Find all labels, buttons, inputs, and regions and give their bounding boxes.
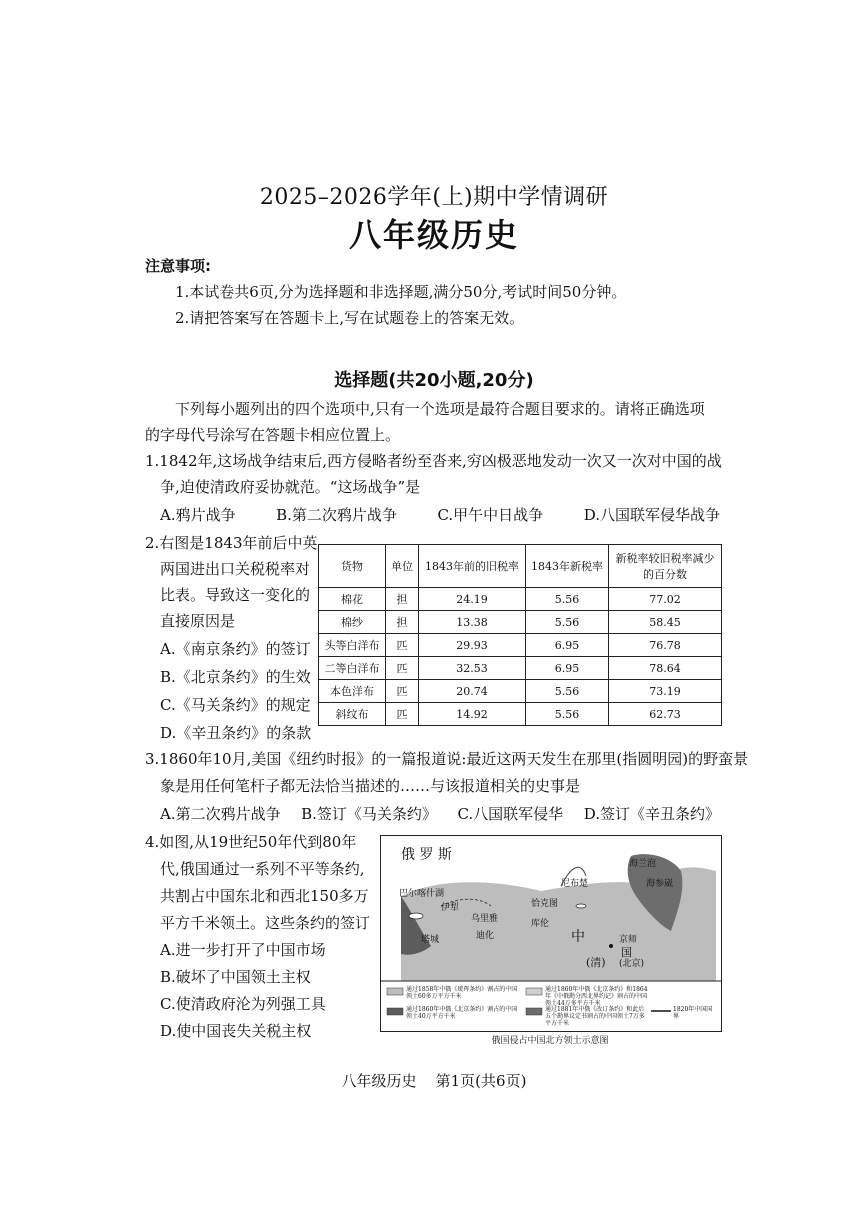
cell-old-rate: 14.92 bbox=[419, 703, 526, 726]
cell-old-rate: 32.53 bbox=[419, 657, 526, 680]
cell-unit: 匹 bbox=[386, 657, 419, 680]
footer-page-number: 第1页(共6页) bbox=[435, 1072, 527, 1090]
header-old-rate: 1843年前的旧税率 bbox=[419, 545, 526, 588]
cell-old-rate: 20.74 bbox=[419, 680, 526, 703]
label-wuliyasutai: 乌里雅 bbox=[471, 914, 499, 924]
label-kiakhta: 恰克图 bbox=[531, 899, 559, 909]
cell-old-rate: 29.93 bbox=[419, 634, 526, 657]
page-footer bbox=[0, 1070, 868, 1091]
section-instructions-2: 的字母代号涂写在答题卡相应位置上。 bbox=[145, 426, 401, 444]
label-dihua: 迪化 bbox=[476, 931, 495, 941]
q2-stem-3: 比表。导致这一变化的 bbox=[160, 586, 311, 604]
label-nerchinsk: 尼布楚 bbox=[561, 879, 589, 889]
q1-option-b[interactable]: B.第二次鸦片战争 bbox=[276, 506, 397, 524]
exam-title: 2025–2026学年(上)期中学情调研 bbox=[259, 185, 609, 210]
cell-new-rate: 5.56 bbox=[526, 680, 609, 703]
legend-item-2: 通过1860年中俄《北京条约》和1864年《中俄勘分西北界约记》割占的中国领土44万多平方千米 bbox=[545, 986, 648, 1007]
q4-stem-1: 4.如图,从19世纪50年代到80年 bbox=[145, 833, 357, 851]
cell-new-rate: 5.56 bbox=[526, 611, 609, 634]
label-tacheng: 塔城 bbox=[421, 935, 440, 945]
legend-item-3: 通过1860年中俄《北京条约》割占的中国领土40万平方千米 bbox=[406, 1006, 518, 1020]
map-caption: 俄国侵占中国北方领土示意图 bbox=[491, 1036, 609, 1046]
label-beijing: 京师 bbox=[619, 935, 638, 945]
q3-option-b[interactable]: B.签订《马关条约》 bbox=[301, 805, 437, 823]
q3-option-a[interactable]: A.第二次鸦片战争 bbox=[160, 805, 281, 823]
q1-options bbox=[160, 504, 720, 526]
q3-stem-1: 3.1860年10月,美国《纽约时报》的一篇报道说:最近这两天发生在那里(指圆明园)的野蛮景 bbox=[145, 750, 749, 768]
label-balkash: 巴尔喀什湖 bbox=[399, 889, 445, 899]
label-beijing-2: (北京) bbox=[619, 959, 645, 969]
header-goods: 货物 bbox=[319, 545, 386, 588]
cell-old-rate: 13.38 bbox=[419, 611, 526, 634]
header-unit: 单位 bbox=[386, 545, 419, 588]
cell-reduction: 78.64 bbox=[609, 657, 722, 680]
q4-option-c[interactable]: C.使清政府沦为列强工具 bbox=[160, 995, 326, 1013]
notice-heading: 注意事项: bbox=[145, 257, 211, 275]
notice-item-1: 1.本试卷共6页,分为选择题和非选择题,满分50分,考试时间50分钟。 bbox=[175, 283, 627, 301]
section-title: 选择题(共20小题,20分) bbox=[334, 370, 534, 391]
legend-item-1: 通过1858年中俄《瑷珲条约》割占的中国领土60多万平方千米 bbox=[406, 986, 518, 1000]
cell-goods: 本色洋布 bbox=[319, 680, 386, 703]
cell-new-rate: 5.56 bbox=[526, 703, 609, 726]
q2-option-d[interactable]: D.《辛丑条约》的条款 bbox=[160, 724, 312, 742]
header-new-rate: 1843年新税率 bbox=[526, 545, 609, 588]
q1-stem-1: 1.1842年,这场战争结束后,西方侵略者纷至沓来,穷凶极恶地发动一次又一次对中国的战 bbox=[145, 452, 722, 470]
subject-title: 八年级历史 bbox=[348, 216, 519, 254]
q2-stem-2: 两国进出口关税税率对 bbox=[160, 560, 311, 578]
q4-stem-4: 平方千米领土。这些条约的签订 bbox=[160, 914, 371, 932]
table-row bbox=[319, 634, 722, 657]
q1-option-d[interactable]: D.八国联军侵华战争 bbox=[583, 506, 720, 524]
q2-stem-1: 2.右图是1843年前后中英 bbox=[145, 534, 318, 552]
q3-option-c[interactable]: C.八国联军侵华 bbox=[457, 805, 564, 823]
cell-unit: 匹 bbox=[386, 634, 419, 657]
q3-option-d[interactable]: D.签订《辛丑条约》 bbox=[583, 805, 720, 823]
cell-new-rate: 5.56 bbox=[526, 588, 609, 611]
cell-goods: 二等白洋布 bbox=[319, 657, 386, 680]
notice-item-2: 2.请把答案写在答题卡上,写在试题卷上的答案无效。 bbox=[175, 309, 525, 327]
q1-option-c[interactable]: C.甲午中日战争 bbox=[437, 506, 544, 524]
cell-reduction: 73.19 bbox=[609, 680, 722, 703]
q4-option-a[interactable]: A.进一步打开了中国市场 bbox=[160, 941, 326, 959]
cell-goods: 斜纹布 bbox=[319, 703, 386, 726]
cell-reduction: 77.02 bbox=[609, 588, 722, 611]
tariff-table bbox=[318, 544, 722, 726]
table-row bbox=[319, 680, 722, 703]
table-row bbox=[319, 657, 722, 680]
q4-stem-2: 代,俄国通过一系列不平等条约, bbox=[160, 860, 365, 878]
footer-subject: 八年级历史 bbox=[341, 1072, 417, 1090]
q1-option-a[interactable]: A.鸦片战争 bbox=[160, 506, 236, 524]
legend-item-4: 通过1881年中俄《改订条约》和此后五个勘界议定书割占的中国领土7万多平方千米 bbox=[545, 1006, 645, 1027]
q4-option-b[interactable]: B.破坏了中国领土主权 bbox=[160, 968, 311, 986]
territory-map bbox=[380, 835, 722, 1032]
table-row bbox=[319, 588, 722, 611]
cell-goods: 头等白洋布 bbox=[319, 634, 386, 657]
cell-old-rate: 24.19 bbox=[419, 588, 526, 611]
q2-option-a[interactable]: A.《南京条约》的签订 bbox=[160, 640, 311, 658]
q2-stem-4: 直接原因是 bbox=[160, 612, 236, 630]
label-yili: 伊犁 bbox=[441, 903, 460, 913]
cell-reduction: 76.78 bbox=[609, 634, 722, 657]
q1-stem-2: 争,迫使清政府妥协就范。“这场战争”是 bbox=[160, 478, 421, 496]
q4-stem-3: 共割占中国东北和西北150多万 bbox=[160, 887, 369, 905]
cell-unit: 担 bbox=[386, 611, 419, 634]
tariff-table-header bbox=[319, 545, 722, 588]
cell-unit: 匹 bbox=[386, 680, 419, 703]
q2-option-c[interactable]: C.《马关条约》的规定 bbox=[160, 696, 311, 714]
cell-new-rate: 6.95 bbox=[526, 634, 609, 657]
label-haishenwai: 海参崴 bbox=[646, 879, 674, 889]
label-hailanpao: 海兰泡 bbox=[629, 859, 657, 869]
q3-options bbox=[160, 803, 720, 825]
label-china: 中 bbox=[571, 929, 585, 945]
legend-item-5: 1820年中国国界 bbox=[673, 1006, 713, 1020]
table-row bbox=[319, 703, 722, 726]
label-guo: 国 bbox=[621, 946, 632, 959]
q3-stem-2: 象是用任何笔杆子都无法恰当描述的……与该报道相关的史事是 bbox=[160, 777, 581, 795]
cell-goods: 棉纱 bbox=[319, 611, 386, 634]
q4-option-d[interactable]: D.使中国丧失关税主权 bbox=[160, 1022, 312, 1040]
cell-unit: 匹 bbox=[386, 703, 419, 726]
cell-goods: 棉花 bbox=[319, 588, 386, 611]
cell-reduction: 58.45 bbox=[609, 611, 722, 634]
header-reduction: 新税率较旧税率减少的百分数 bbox=[609, 545, 722, 588]
cell-new-rate: 6.95 bbox=[526, 657, 609, 680]
cell-unit: 担 bbox=[386, 588, 419, 611]
label-russia: 俄 罗 斯 bbox=[401, 847, 452, 863]
section-instructions-1: 下列每小题列出的四个选项中,只有一个选项是最符合题目要求的。请将正确选项 bbox=[175, 400, 705, 418]
q2-option-b[interactable]: B.《北京条约》的生效 bbox=[160, 668, 311, 686]
cell-reduction: 62.73 bbox=[609, 703, 722, 726]
label-kulun: 库伦 bbox=[531, 919, 550, 929]
label-qing: (清) bbox=[586, 956, 606, 969]
table-row bbox=[319, 611, 722, 634]
